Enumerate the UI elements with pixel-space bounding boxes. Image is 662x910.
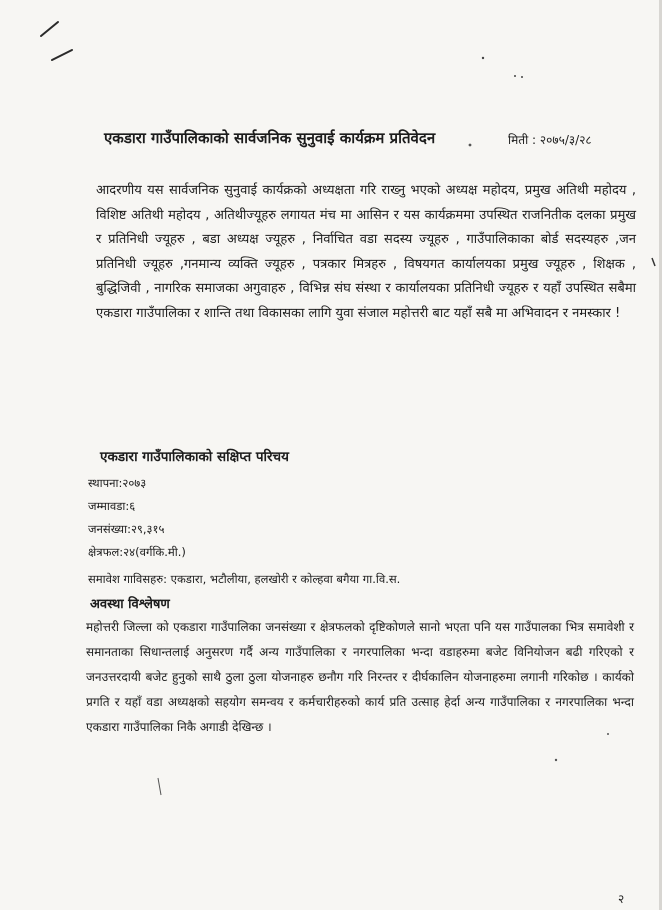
fact-established: स्थापना:२०७३ [88, 476, 147, 490]
title-row [104, 128, 634, 154]
analysis-heading: अवस्था विश्लेषण [90, 597, 170, 612]
fact-total-wards: जम्मावडा:६ [88, 499, 136, 513]
greeting-paragraph: आदरणीय यस सार्वजनिक सुनुवाई कार्यक्रको अध्यक्षता गरि राख्नु भएको अध्यक्ष महोदय, प्रमुख अतिथी महोदय , विशिष्ट अतिथी महोदय , अतिथीज्यूहरु लगायत मंच मा आसिन र यस कार्यक्रममा उपस्थित राजनितीक दलका प्रमुख र प्रतिनिधी ज्यूहरु , बडा अध्यक्ष ज्यूहरु , निर्वाचित वडा सदस्य ज्यूहरु , गाउँपालिकाका बोर्ड सदस्यहरु ,जन प्रतिनिधी ज्यूहरु ,गनमान्य व्यक्ति ज्यूहरु , पत्रकार मित्रहरु , विषयगत कार्यालयका प्रमुख ज्यूहरु , शिक्षक , बुद्धिजिवी , नागरिक समाजका अगुवाहरु , विभिन्न संघ संस्था र कार्यालयका प्रतिनिधी ज्यूहरु र यहाँ उपस्थित सबैमा एकडारा गाउँपालिका र शान्ति तथा विकासका लागि युवा संजाल महोत्तरी बाट यहाँ सबै मा अभिवादन र नमस्कार ! [96, 183, 636, 321]
page-number: २ [618, 892, 625, 906]
report-date: मिती : २०७५/३/२८ [508, 133, 592, 147]
analysis-paragraph: महोत्तरी जिल्ला को एकडारा गाउँपालिका जनसंख्या र क्षेत्रफलको दृष्टिकोणले सानो भएता पनि यस गाउँपालका भित्र समावेशी र समानताका सिधान्तलाई अनुसरण गर्दै अन्य गाउँपालिका र नगरपालिका भन्दा वडाहरुमा बजेट विनियोजन बढी गरिएको र जनउत्तरदायी बजेट हुनुको साथै ठुला ठुला योजनाहरु छनौग गरि निरन्तर र दीर्घकालिन योजनाहरुमा लगानी गरिकोछ । कार्यको प्रगति र यहाँ वडा अध्यक्षको सहयोग समन्वय र कर्मचारीहरुको कार्य प्रति उत्साह हेर्दा अन्य गाउँपालिका र नगरपालिका भन्दा एकडारा गाउँपालिका निकै अगाडी देखिन्छ । [86, 620, 634, 734]
fact-merged-vdcs: समावेश गाविसहरु: एकडारा, भटौलीया, हलखोरी र कोल्हवा बगैया गा.वि.स. [88, 572, 401, 586]
fact-population: जनसंख्या:२९,३१५ [88, 522, 165, 536]
report-title: एकडारा गाउँपालिकाको सार्वजनिक सुनुवाई कार्यक्रम प्रतिवेदन [104, 129, 436, 147]
fact-area: क्षेत्रफल:२४(वर्गकि.मी.) [88, 545, 186, 559]
intro-heading: एकडारा गाउँपालिकाको सक्षिप्त परिचय [100, 449, 289, 465]
